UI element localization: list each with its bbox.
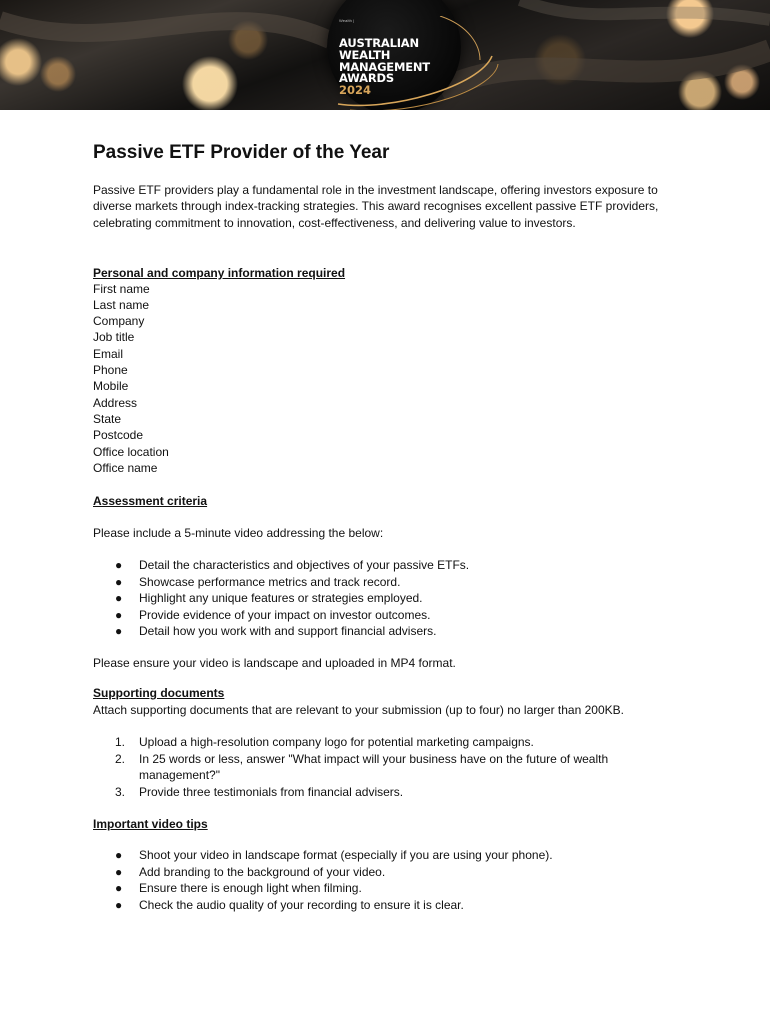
award-title-line-1: AUSTRALIAN [339,36,419,50]
awards-banner [0,0,770,110]
list-item-text: Highlight any unique features or strategies employed. [139,591,423,605]
field-first-name: First name [93,282,150,296]
award-title-line-4: AWARDS [339,71,394,85]
bullet-icon: ● [115,898,123,912]
list-item [115,865,385,879]
item-number: 2. [115,752,126,766]
page-title: Passive ETF Provider of the Year [93,142,390,163]
bullet-icon: ● [115,848,123,862]
list-item [115,591,423,605]
list-item [115,608,430,622]
list-item [115,881,362,895]
bullet-icon: ● [115,881,123,895]
assessment-heading: Assessment criteria [93,494,208,508]
list-item-text: Shoot your video in landscape format (especially if you are using your phone). [139,848,553,862]
award-title-line-3: MANAGEMENT [339,60,430,74]
award-year: 2024 [339,83,372,97]
field-office-name: Office name [93,461,158,475]
list-item [115,558,469,572]
award-title-line-2: WEALTH [339,48,391,62]
list-item [115,575,400,589]
list-item-text: Provide evidence of your impact on investor outcomes. [139,608,431,622]
assessment-lead: Please include a 5-minute video addressing the below: [93,526,384,540]
video-tips-heading: Important video tips [93,817,208,831]
bullet-icon: ● [115,558,123,572]
list-item-text: Check the audio quality of your recording to ensure it is clear. [139,898,464,912]
field-state: State [93,412,122,426]
list-item-text: Detail the characteristics and objectives of your passive ETFs. [139,558,470,572]
field-company: Company [93,314,145,328]
bullet-icon: ● [115,608,123,622]
item-number: 3. [115,785,126,799]
item-number: 1. [115,735,126,749]
supporting-docs-heading: Supporting documents [93,686,225,700]
numbered-item-text: Provide three testimonials from financial advisers. [139,785,404,799]
field-phone: Phone [93,363,128,377]
publisher-line: Wealth | [339,18,355,23]
intro-paragraph: Passive ETF providers play a fundamental role in the investment landscape, offering investors exposure to diverse markets through index-tracking strategies. This award recognises excellent passive ETF providers, celebrating commitment to innovation, cost-effectiveness, and delivering value to investors. [93,183,659,230]
bullet-icon: ● [115,624,123,638]
numbered-item-text: In 25 words or less, answer "What impact will your business have on the future of wealth management?" [139,752,609,783]
bullet-icon: ● [115,575,123,589]
numbered-item [115,734,675,750]
numbered-item [115,751,675,784]
list-item [115,848,553,862]
list-item [115,624,436,638]
field-mobile: Mobile [93,379,129,393]
field-office-location: Office location [93,445,169,459]
field-last-name: Last name [93,298,150,312]
list-item-text: Showcase performance metrics and track record. [139,575,401,589]
personal-info-heading: Personal and company information required [93,266,346,280]
field-postcode: Postcode [93,428,144,442]
field-email: Email [93,347,124,361]
bullet-icon: ● [115,865,123,879]
field-job-title: Job title [93,330,135,344]
list-item-text: Ensure there is enough light when filming. [139,881,362,895]
field-address: Address [93,396,138,410]
supporting-docs-lead: Attach supporting documents that are relevant to your submission (up to four) no larger than 200KB. [93,703,624,717]
video-format-note: Please ensure your video is landscape and uploaded in MP4 format. [93,656,456,670]
numbered-item-text: Upload a high-resolution company logo for potential marketing campaigns. [139,735,534,749]
list-item [115,898,464,912]
bullet-icon: ● [115,591,123,605]
list-item-text: Add branding to the background of your video. [139,865,386,879]
numbered-item [115,784,675,800]
list-item-text: Detail how you work with and support financial advisers. [139,624,437,638]
